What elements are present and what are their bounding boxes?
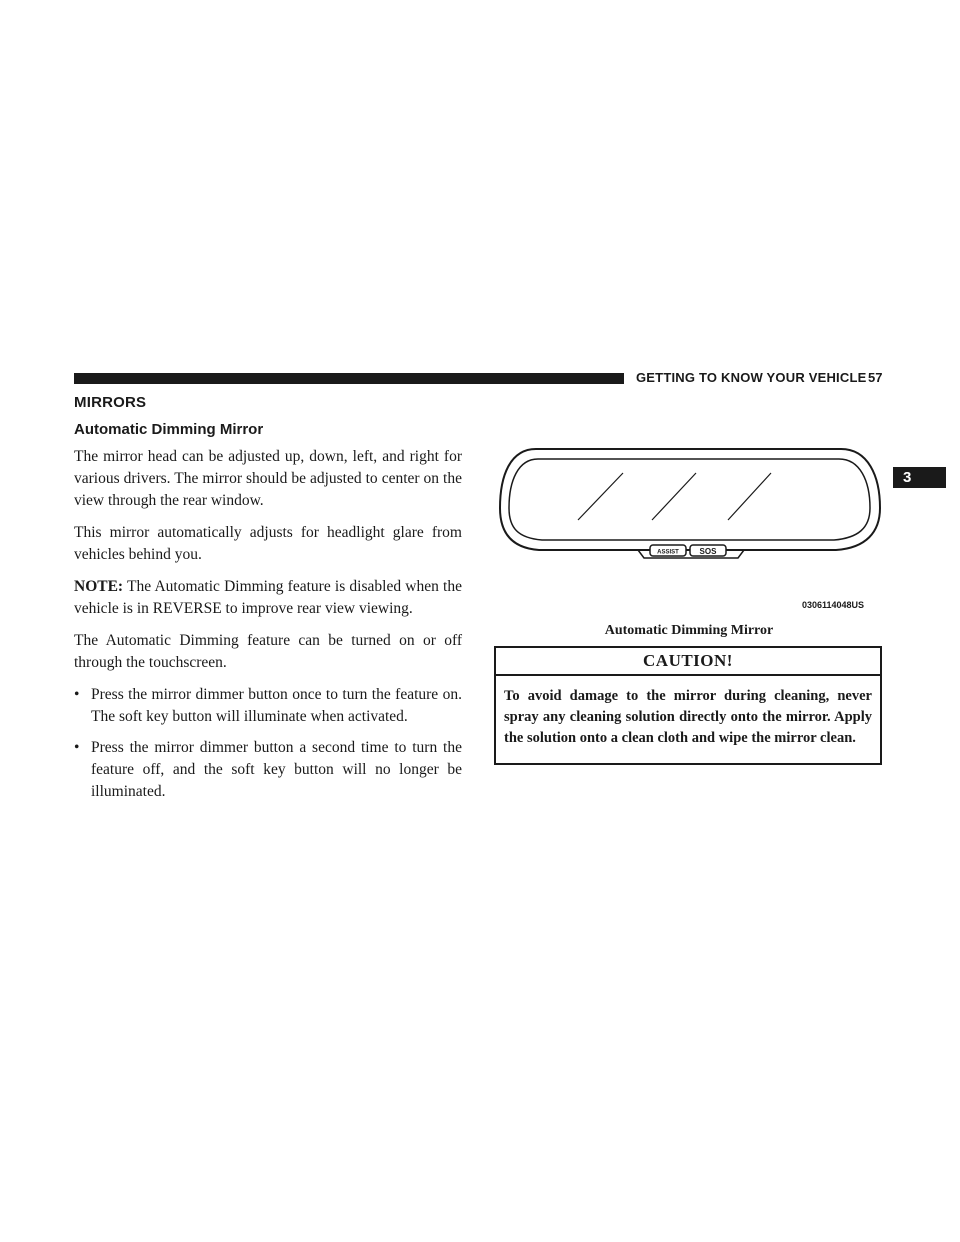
note-paragraph xyxy=(74,576,462,620)
mirror-inner-outline xyxy=(509,459,870,540)
caution-text: To avoid damage to the mirror during cleaning, never spray any cleaning solution directly onto the mirror. Apply the solution onto a clean cloth and wipe the mirror clean. xyxy=(504,688,872,746)
bullet-text: Press the mirror dimmer button a second time to turn the feature off, and the soft key button will no longer be illuminated. xyxy=(91,739,462,800)
running-header-title: GETTING TO KNOW YOUR VEHICLE xyxy=(636,370,867,385)
assist-label: ASSIST xyxy=(657,549,679,556)
note-text: The Automatic Dimming feature is disabled when the vehicle is in REVERSE to improve rear view viewing. xyxy=(74,578,462,617)
paragraph-glare: This mirror automatically adjusts for headlight glare from vehicles behind you. xyxy=(74,524,462,563)
left-column xyxy=(74,394,462,812)
caution-title: CAUTION! xyxy=(496,648,880,676)
note-label: NOTE: xyxy=(74,578,124,595)
subsection-title: Automatic Dimming Mirror xyxy=(74,421,264,438)
list-item xyxy=(74,737,462,803)
bullet-text: Press the mirror dimmer button once to turn the feature on. The soft key button will illuminate when activated. xyxy=(91,686,462,725)
section-title: MIRRORS xyxy=(74,394,147,411)
page-number: 57 xyxy=(868,370,883,385)
chapter-tab: 3 xyxy=(893,467,946,488)
mirror-outer-outline xyxy=(500,449,880,550)
glare-line xyxy=(578,473,623,520)
list-item xyxy=(74,684,462,728)
mirror-illustration xyxy=(496,446,882,616)
sos-label: SOS xyxy=(699,547,717,556)
figure-id: 0306114048US xyxy=(802,600,865,610)
paragraph-adjust: The mirror head can be adjusted up, down, left, and right for various drivers. The mirror should be adjusted to center on the view through the rear window. xyxy=(74,448,462,509)
bullet-icon: • xyxy=(74,739,80,756)
figure-caption: Automatic Dimming Mirror xyxy=(604,623,774,638)
paragraph-touchscreen: The Automatic Dimming feature can be turned on or off through the touchscreen. xyxy=(74,632,462,671)
glare-line xyxy=(728,473,771,520)
header-rule xyxy=(74,373,624,384)
bullet-icon: • xyxy=(74,686,80,703)
caution-box xyxy=(494,646,882,765)
bullet-list xyxy=(74,684,462,803)
glare-line xyxy=(652,473,696,520)
